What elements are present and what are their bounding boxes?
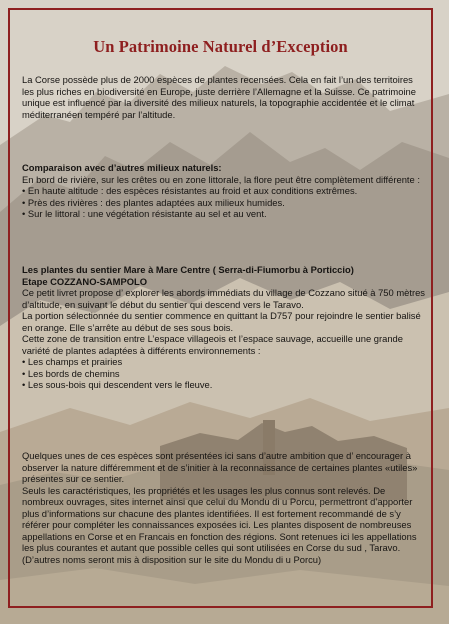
comparison-list (22, 185, 426, 220)
final-paragraph: Seuls les caractéristiques, les propriétés et les usages les plus connus sont relevés. De nombreux ouvrages, sites internet ainsi que celui du Mondu di u Porcu, permettront d’apporter plus d’informations sur chacune des plantes identifiées. Il est fortement recommandé de s’y référer pour compléter les connaissances exposées ici. Les plantes disposent de nombreuses appellations en Corse et en Francais en fonction des régions. Sont retenues ici les appellations les plus courantes et autant que possible celles qui sont utilisées en Corse du sud , Taravo. (D’autres noms seront mis à disposition sur le site du Mondu di u Porcu) (22, 484, 417, 565)
environment-list (22, 356, 426, 391)
final-section (22, 450, 426, 565)
comparison-item: • En haute altitude : des espèces résistantes au froid et aux conditions extrêmes. (22, 185, 426, 197)
trail-paragraph: Ce petit livret propose d’ explorer les abords immédiats du village de Cozzano situé à 750 mètres d’altitude, en suivant le début du sentier qui descend vers le Taravo. (22, 287, 425, 310)
trail-paragraph: La portion sélectionnée du sentier commence en quittant la D757 pour rejoindre le sentier balisé en orange. Elle s’arrête au début de ses sous bois. (22, 310, 421, 333)
comparison-heading: Comparaison avec d’autres milieux naturels: (22, 162, 222, 173)
trail-paragraph: Cette zone de transition entre L’espace villageois et l’espace sauvage, accueille une grande variété de plantes adaptées à différents environnements : (22, 333, 403, 356)
comparison-text: En bord de rivière, sur les crêtes ou en zone littorale, la flore peut être complètement différente : (22, 173, 420, 185)
environment-item: • Les bords de chemins (22, 368, 426, 380)
intro-paragraph: La Corse possède plus de 2000 espèces de plantes recensées. Cela en fait l’un des territoires les plus riches en biodiversité en Europe, juste derrière l’Allemagne et la Suisse. Ce patrimoine unique est influencé par la diversité des milieux naturels, la topographie accidentée et le climat méditerranéen tempéré par l’altitude. (22, 74, 416, 120)
final-paragraph: Quelques unes de ces espèces sont présentées ici sans d’autre ambition que d’ encourager à observer la nature différemment et de s’initier à la reconnaissance de certaines plantes «utiles» présentes sur ce sentier. (22, 450, 418, 485)
trail-stage: Etape COZZANO-SAMPOLO (22, 275, 148, 287)
trail-heading: Les plantes du sentier Mare à Mare Centre ( Serra-di-Fiumorbu à Porticcio) (22, 264, 354, 275)
environment-item: • Les sous-bois qui descendent vers le fleuve. (22, 379, 426, 391)
comparison-section (22, 162, 426, 220)
environment-item: • Les champs et prairies (22, 356, 426, 368)
comparison-item: • Près des rivières : des plantes adaptées aux milieux humides. (22, 197, 426, 209)
comparison-item: • Sur le littoral : une végétation résistante au sel et au vent. (22, 208, 426, 220)
trail-section (22, 264, 426, 391)
page-title: Un Patrimoine Naturel d’Exception (93, 37, 348, 56)
